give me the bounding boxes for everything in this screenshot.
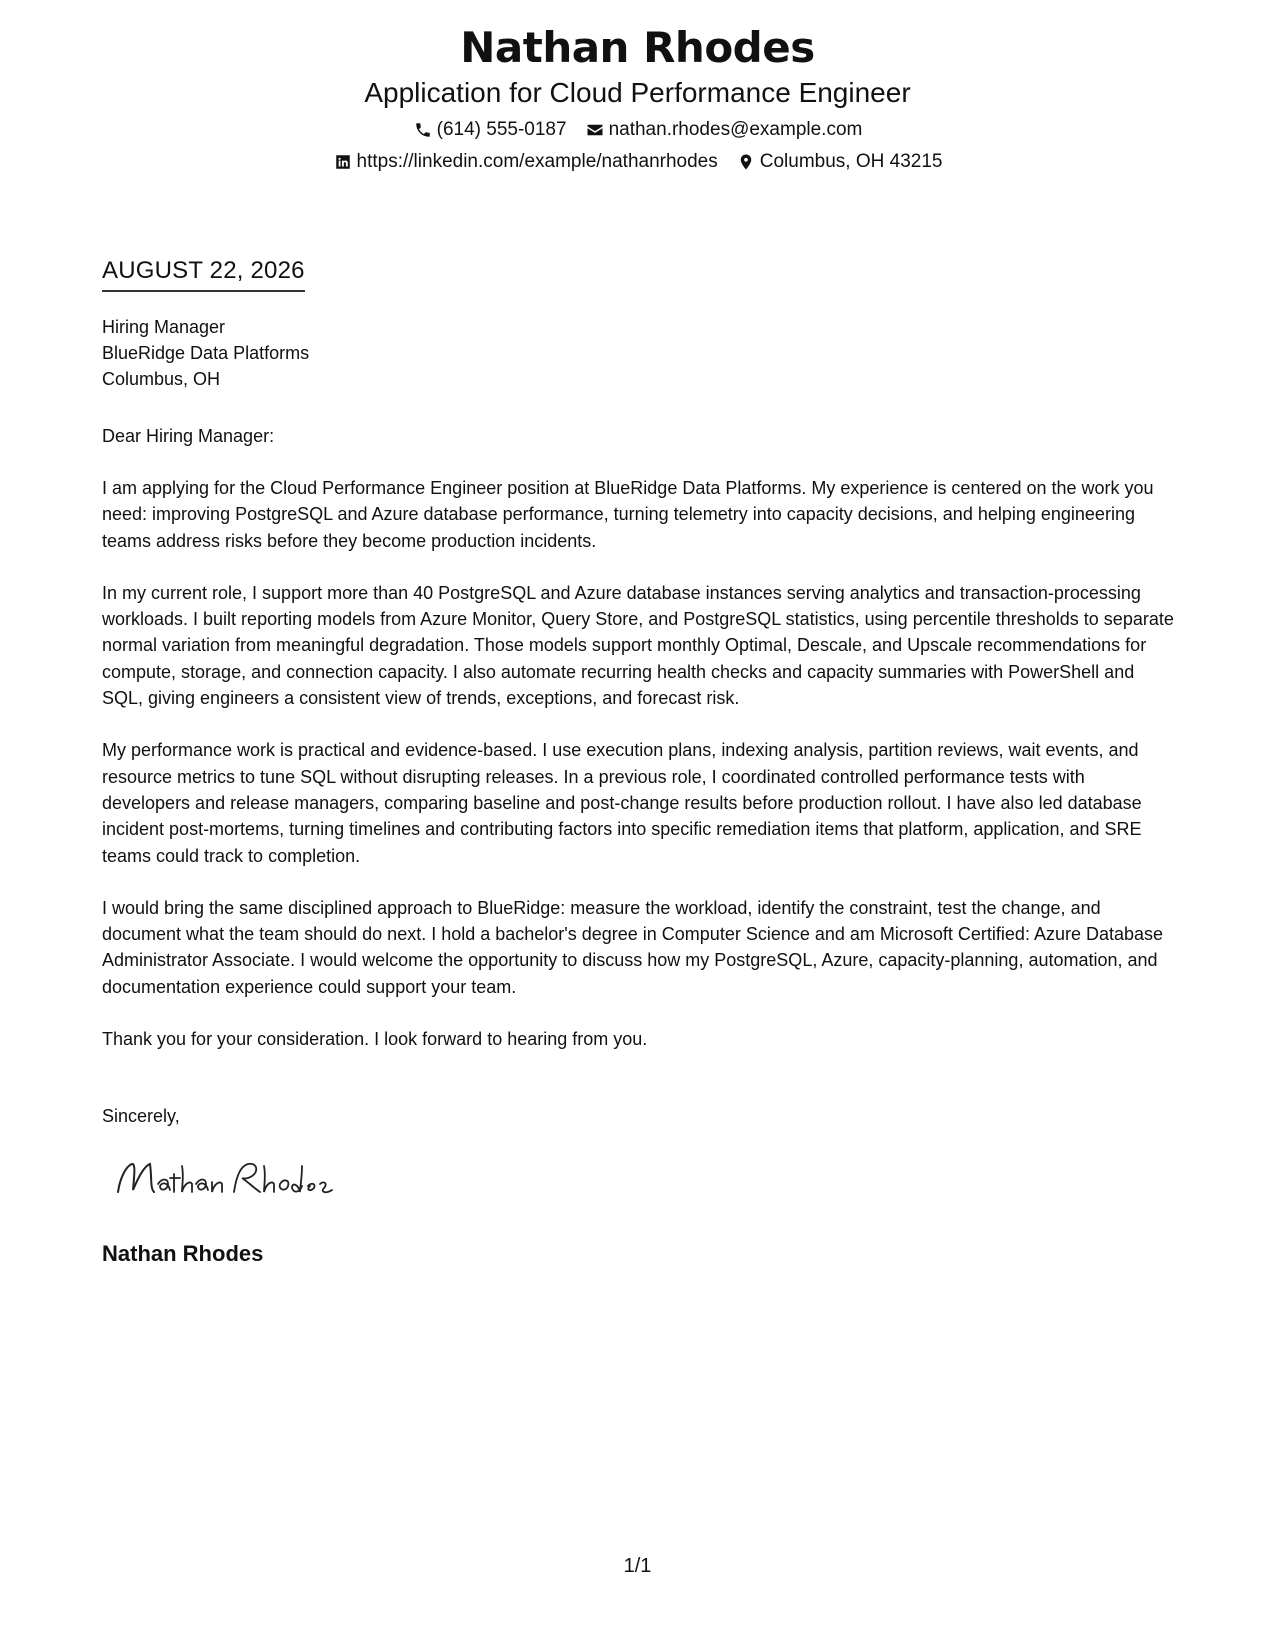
body-paragraph-5: Thank you for your consideration. I look forward to hearing from you. (102, 1029, 648, 1050)
contact-row-primary (0, 118, 1275, 142)
signer-name: Nathan Rhodes (102, 1241, 264, 1266)
handwritten-signature (112, 1148, 352, 1208)
recipient-block (102, 314, 309, 392)
email-text: nathan.rhodes@example.com (608, 119, 863, 140)
closing: Sincerely, (102, 1106, 180, 1126)
salutation: Dear Hiring Manager: (102, 426, 275, 446)
page-number: 1/1 (623, 1555, 652, 1577)
contact-location (736, 150, 943, 174)
phone-icon (413, 120, 433, 140)
envelope-icon (585, 120, 605, 140)
recipient-title: Hiring Manager (102, 317, 226, 337)
recipient-company: BlueRidge Data Platforms (102, 343, 310, 363)
body-paragraph-4: I would bring the same disciplined approach to BlueRidge: measure the workload, identify the constraint, test the change, and document what the team should do next. I hold a bachelor's degree in Computer Science and am Microsoft Certified: Azure Database Administrator Associate. I would welcome the opportunity to discuss how my PostgreSQL, Azure, capacity-planning, automation, and documentation experience could support your team. (102, 897, 1164, 997)
letter-date: AUGUST 22, 2026 (102, 256, 305, 292)
body-paragraph-1: I am applying for the Cloud Performance Engineer position at BlueRidge Data Platforms. My experience is centered on the work you need: improving PostgreSQL and Azure database performance, turning telemetry into capacity decisions, and helping engineering teams address risks before they become production incidents. (102, 478, 1154, 551)
application-title: Application for Cloud Performance Engineer (364, 77, 911, 108)
location-text: Columbus, OH 43215 (759, 151, 943, 172)
body-paragraph-3: My performance work is practical and evidence-based. I use execution plans, indexing analysis, partition reviews, wait events, and resource metrics to tune SQL without disrupting releases. In a previous role, I coordinated controlled performance tests with developers and release managers, comparing baseline and post-change results before production rollout. I have also led database incident post-mortems, turning timelines and contributing factors into specific remediation items that platform, application, and SRE teams could track to completion. (102, 740, 1142, 866)
contact-email[interactable] (585, 118, 863, 142)
phone-text: (614) 555-0187 (436, 119, 567, 140)
letter-header (0, 22, 1275, 174)
letter-body (102, 475, 1177, 1078)
contact-linkedin[interactable] (333, 150, 718, 174)
recipient-location: Columbus, OH (102, 369, 221, 389)
contact-row-secondary (0, 150, 1275, 174)
contact-phone[interactable] (413, 118, 567, 142)
signature-drawing (112, 1148, 352, 1208)
linkedin-icon (333, 152, 353, 172)
linkedin-text: https://linkedin.com/example/nathanrhodes (356, 151, 718, 172)
body-paragraph-2: In my current role, I support more than 40 PostgreSQL and Azure database instances serving analytics and transaction-processing workloads. I built reporting models from Azure Monitor, Query Store, and PostgreSQL statistics, using percentile thresholds to separate normal variation from meaningful degradation. Those models support monthly Optimal, Descale, and Upscale recommendations for compute, storage, and connection capacity. I also automate recurring health checks and capacity summaries with PowerShell and SQL, giving engineers a consistent view of trends, exceptions, and forecast risk. (102, 582, 1174, 709)
applicant-name: Nathan Rhodes (460, 23, 815, 72)
map-pin-icon (736, 152, 756, 172)
